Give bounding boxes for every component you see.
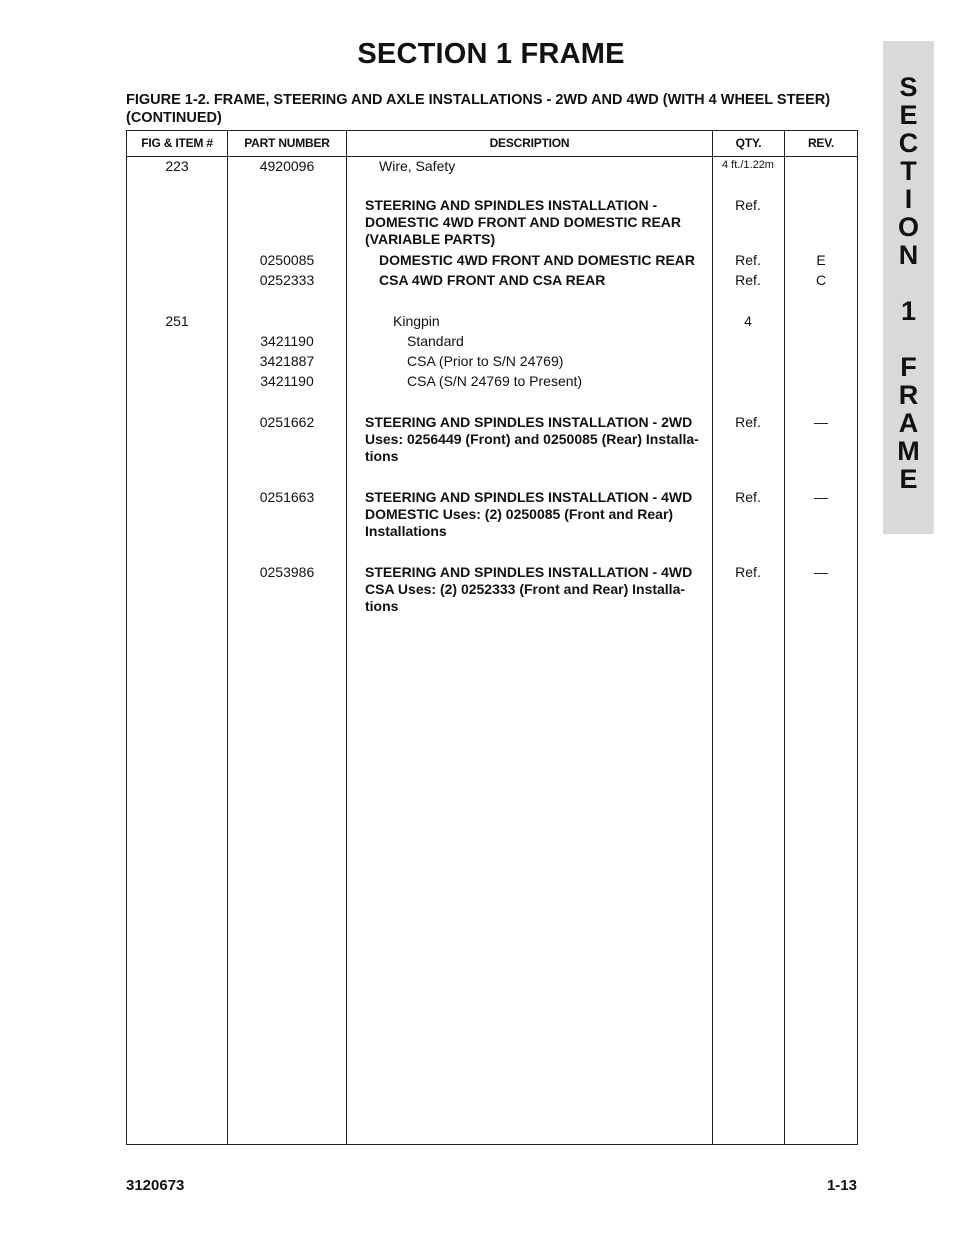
- quantity: Ref.: [735, 564, 761, 580]
- part-number: 0252333: [259, 272, 315, 288]
- tab-letter: F: [900, 352, 917, 382]
- quantity: Ref.: [735, 272, 761, 288]
- revision: C: [815, 272, 827, 288]
- tab-letter: S: [899, 72, 918, 102]
- item-description: DOMESTIC 4WD FRONT AND DOMESTIC REAR: [379, 252, 696, 268]
- parts-table: [126, 130, 858, 1145]
- quantity: Ref.: [735, 252, 761, 268]
- item-description: STEERING AND SPINDLES INSTALLATION - 4WD CSA Uses: (2) 0252333 (Front and Rear) Installa-tions: [365, 564, 693, 614]
- tab-letter: M: [897, 436, 920, 466]
- header-fig-item: FIG & ITEM #: [141, 136, 213, 150]
- part-number: 0251663: [259, 489, 315, 505]
- tab-letter: E: [899, 464, 918, 494]
- tab-letter: C: [898, 128, 919, 158]
- part-number: 0251662: [259, 414, 315, 430]
- fig-item-number: 251: [165, 313, 189, 329]
- tab-letter: A: [898, 408, 919, 438]
- doc-number: 3120673: [126, 1177, 185, 1194]
- item-description: STEERING AND SPINDLES INSTALLATION - DOMESTIC 4WD FRONT AND DOMESTIC REAR (VARIABLE PARTS): [365, 197, 682, 247]
- tab-letter: O: [897, 212, 919, 242]
- quantity: 4 ft./1.22m: [722, 159, 774, 171]
- quantity: 4: [744, 313, 752, 329]
- revision: —: [814, 414, 828, 430]
- item-description: CSA 4WD FRONT AND CSA REAR: [379, 272, 606, 288]
- tab-letter: E: [899, 100, 918, 130]
- quantity: Ref.: [735, 414, 761, 430]
- item-description: STEERING AND SPINDLES INSTALLATION - 4WD DOMESTIC Uses: (2) 0250085 (Front and Rear) Installations: [365, 489, 693, 539]
- part-number: 0253986: [259, 564, 315, 580]
- tab-letter: T: [900, 156, 917, 186]
- header-rev: REV.: [807, 136, 835, 150]
- page-title: SECTION 1 FRAME: [357, 38, 625, 70]
- revision: E: [816, 252, 826, 268]
- revision: —: [814, 564, 828, 580]
- part-number: 3421190: [260, 373, 314, 389]
- quantity: Ref.: [735, 489, 761, 505]
- tab-letter: I: [904, 184, 913, 214]
- item-description: Standard: [407, 333, 464, 349]
- revision: —: [814, 489, 828, 505]
- item-description: STEERING AND SPINDLES INSTALLATION - 2WD Uses: 0256449 (Front) and 0250085 (Rear) Installa-tions: [365, 414, 699, 464]
- header-description: DESCRIPTION: [489, 136, 570, 150]
- tab-letter: N: [898, 240, 919, 270]
- header-part-number: PART NUMBER: [244, 136, 330, 150]
- part-number: 4920096: [259, 158, 315, 174]
- part-number: 3421887: [259, 353, 315, 369]
- figure-caption: FIGURE 1-2. FRAME, STEERING AND AXLE INSTALLATIONS - 2WD AND 4WD (WITH 4 WHEEL STEER) (CONTINUED): [126, 92, 831, 126]
- page-number: 1-13: [826, 1177, 857, 1194]
- item-description: CSA (S/N 24769 to Present): [407, 373, 583, 389]
- section-tab-letters: [883, 73, 934, 493]
- item-description: CSA (Prior to S/N 24769): [407, 353, 564, 369]
- column-divider: [346, 131, 347, 1144]
- item-description: Wire, Safety: [379, 158, 456, 174]
- part-number: 3421190: [260, 333, 314, 349]
- item-description: Kingpin: [393, 313, 440, 329]
- section-side-tab: [883, 41, 934, 534]
- part-number: 0250085: [259, 252, 315, 268]
- quantity: Ref.: [735, 197, 761, 213]
- header-qty: QTY.: [735, 136, 762, 150]
- tab-letter: R: [898, 380, 919, 410]
- tab-letter: 1: [900, 296, 917, 326]
- fig-item-number: 223: [165, 158, 189, 174]
